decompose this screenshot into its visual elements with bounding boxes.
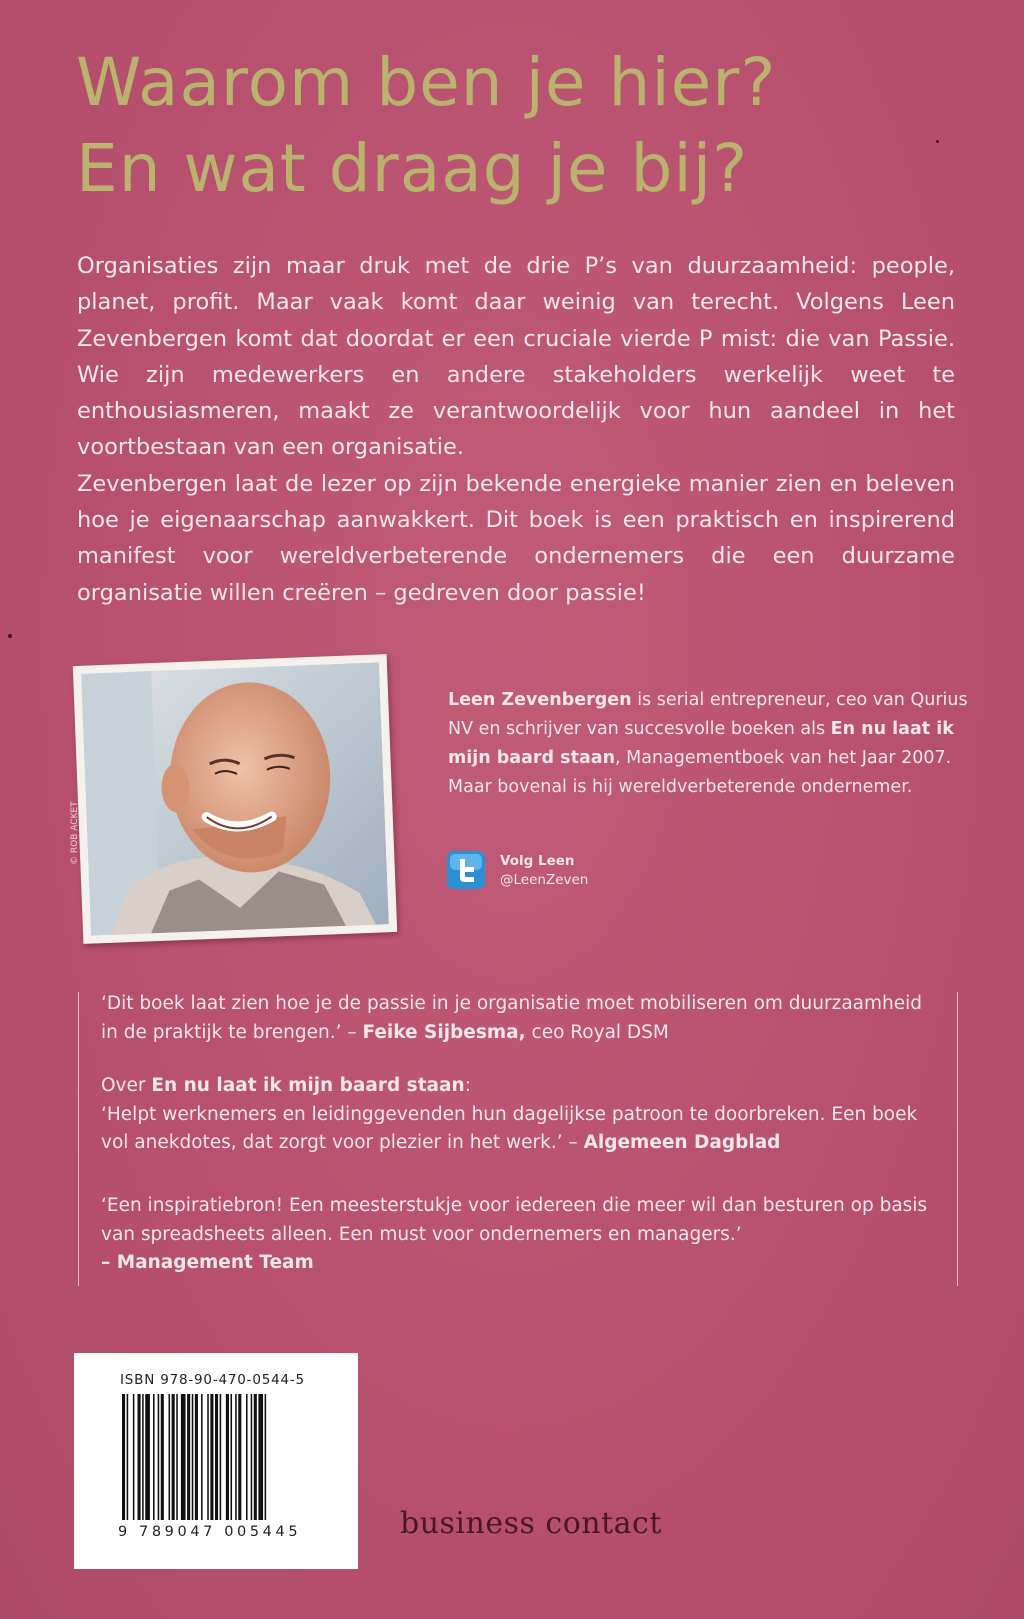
twitter-follow — [500, 852, 588, 890]
barcode-image — [122, 1394, 322, 1522]
author-bio — [448, 686, 968, 802]
twitter-icon — [446, 850, 486, 890]
quote-3-text: ‘Een inspiratiebron! Een meesterstukje voor iedereen die meer wil dan besturen op basis van spreadsheets alleen. Een must voor ondernemers en managers.’ — [101, 1195, 928, 1245]
twitter-handle: @LeenZeven — [500, 872, 589, 888]
quote-2-book-title: En nu laat ik mijn baard staan — [151, 1075, 465, 1096]
headline — [76, 40, 976, 212]
quote-management-team — [101, 1192, 941, 1278]
ean-number: 9 789047 005445 — [118, 1524, 302, 1540]
quote-2-intro: Over — [101, 1075, 152, 1096]
author-photo — [73, 654, 397, 944]
headline-line-1: Waarom ben je hier? — [76, 44, 777, 121]
author-book-title: En nu laat ik mijn baard staan — [448, 719, 954, 768]
author-portrait-image — [81, 662, 389, 935]
author-bio-text-1: is serial entrepreneur, ceo van Qurius NV en schrijver van succesvolle boeken als — [448, 690, 968, 739]
blurb — [77, 248, 955, 611]
review-quotes — [78, 992, 958, 1286]
author-bio-text-2: , Managementboek van het Jaar 2007. Maar bovenal is hij wereldverbeterende ondernemer. — [448, 748, 952, 797]
quote-1-role: ceo Royal DSM — [525, 1021, 669, 1043]
quote-2-source: Algemeen Dagblad — [583, 1132, 781, 1153]
quote-algemeen-dagblad — [101, 1072, 941, 1158]
quote-1-author: Feike Sijbesma, — [362, 1021, 526, 1043]
quote-2-colon: : — [464, 1075, 471, 1096]
twitter-follow-label: Volg Leen — [500, 853, 575, 869]
headline-line-2: En wat draag je bij? — [76, 130, 749, 207]
isbn-number: ISBN 978-90-470-0544-5 — [120, 1372, 305, 1388]
quote-1-text: ‘Dit boek laat zien hoe je de passie in je organisatie moet mobiliseren om duurzaamheid in de praktijk te brengen.’ – — [101, 993, 923, 1043]
quote-3-source: – Management Team — [101, 1252, 314, 1273]
blurb-paragraph-2: Zevenbergen laat de lezer op zijn bekende energieke manier zien en beleven hoe je eigenaarschap aanwakkert. Dit boek is een praktisch en inspirerend manifest voor wereldverbeterende ondernemers die een duurzame organisatie willen creëren – gedreven door passie! — [77, 470, 955, 606]
quote-2-text: ‘Helpt werknemers en leidinggevenden hun dagelijkse patroon te doorbreken. Een boek vol anekdotes, dat zorgt voor plezier in het werk.’ – — [101, 1103, 918, 1153]
publisher-logo: business contact — [400, 1506, 662, 1541]
author-name: Leen Zevenbergen — [448, 690, 632, 710]
quote-feike-sijbesma — [101, 990, 941, 1047]
print-speck — [8, 634, 12, 638]
photo-credit: © ROB ACKET — [70, 801, 80, 865]
blurb-paragraph-1: Organisaties zijn maar druk met de drie P’s van duurzaamheid: people, planet, profit. Maar vaak komt daar weinig van terecht. Volgens Leen Zevenbergen komt dat doordat er een cruciale vierde P mist: die van Passie. Wie zijn medewerkers en andere stakeholders werkelijk weet te enthousiasmeren, maakt ze verantwoordelijk voor hun aandeel in het voortbestaan van een organisatie. — [77, 253, 955, 461]
